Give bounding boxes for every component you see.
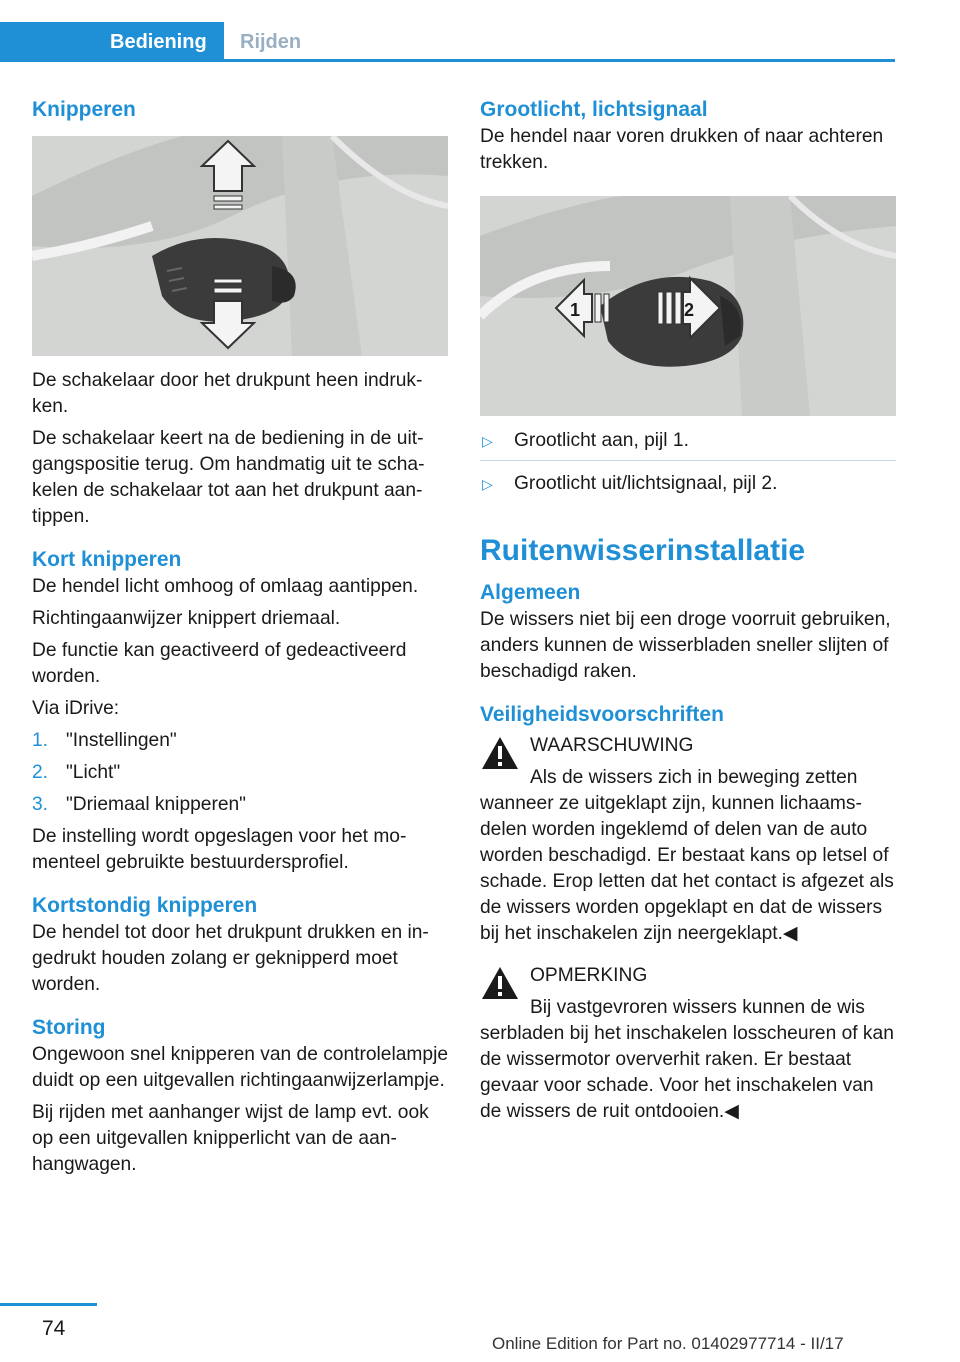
warning-title: WAARSCHUWING xyxy=(530,735,694,756)
warning-block xyxy=(480,733,896,947)
left-column xyxy=(32,96,448,1184)
heading-knipperen: Knipperen xyxy=(32,98,136,121)
warning-triangle-icon xyxy=(480,965,520,1001)
list-item: ▷ Grootlicht uit/lichtsignaal, pijl 2. xyxy=(480,471,896,497)
arrow-label-1: 1 xyxy=(570,300,581,320)
tab-rijden[interactable]: Rijden xyxy=(240,31,302,53)
triangle-bullet-icon: ▷ xyxy=(482,433,493,449)
idrive-steps xyxy=(32,728,448,818)
grootlicht-text-1: De hendel naar voren drukken of naar achteren trekken. xyxy=(480,126,884,173)
warning-text: wanneer ze uitgeklapt zijn, kunnen lichaamsdelen worden ingeklemd of delen van de auto worden beschadigd. Er bestaat kans op letsel of schade. Erop letten dat het contact is afgezet als de wissers worden opgeklapt en dat de wissers bij het inschakelen zijn neergeklapt.◀ xyxy=(480,793,894,944)
chapter-tabbar xyxy=(0,0,895,62)
kort-text-2: Richtingaanwijzer knippert driemaal. xyxy=(32,608,341,629)
kort-text-5: De instelling wordt opgeslagen voor het momenteel gebruikte bestuurdersprofiel. xyxy=(32,826,407,873)
warning-first-line: Als de wissers zich in beweging zetten xyxy=(530,767,858,788)
figure-turn-signal-lever xyxy=(32,136,448,356)
tab-bediening[interactable]: Bediening xyxy=(0,22,224,62)
note-block xyxy=(480,963,896,1125)
heading-kort-knipperen: Kort knipperen xyxy=(32,548,182,571)
page-number: 74 xyxy=(42,1317,66,1340)
knipperen-text-2: De schakelaar keert na de bediening in de uitgangspositie terug. Om handmatig uit te schakelen de schakelaar tot aan het drukpunt aantippen. xyxy=(32,428,425,527)
list-item: 1. "Instellingen" xyxy=(32,730,177,751)
kortstondig-text-1: De hendel tot door het drukpunt drukken en ingedrukt houden zolang er geknipperd moet worden. xyxy=(32,922,429,995)
edition-note: Online Edition for Part no. 01402977714 - II/17 xyxy=(492,1334,844,1353)
note-text: serbladen bij het inschakelen losscheuren of kan de wissermotor oververhit raken. Er bestaat gevaar voor schade. Voor het inschakelen van de wissers de ruit ontdooien.◀ xyxy=(480,1023,894,1122)
heading-kortstondig-knipperen: Kortstondig knipperen xyxy=(32,894,258,917)
heading-algemeen: Algemeen xyxy=(480,581,581,604)
knipperen-text-1: De schakelaar door het drukpunt heen indrukken. xyxy=(32,370,423,417)
storing-text-2: Bij rijden met aanhanger wijst de lamp evt. ook op een uitgevallen knipperlicht van de aanhangwagen. xyxy=(32,1102,429,1175)
warning-triangle-icon xyxy=(480,735,520,771)
right-column xyxy=(480,96,896,1131)
note-title: OPMERKING xyxy=(530,965,648,986)
footer-rule xyxy=(0,1303,97,1306)
list-item: 2. "Licht" xyxy=(32,762,121,783)
tabbar-rule xyxy=(0,59,895,62)
storing-text-1: Ongewoon snel knipperen van de controlelampje duidt op een uitgevallen richtingaanwijzerlampje. xyxy=(32,1044,448,1091)
list-item: 3. "Driemaal knipperen" xyxy=(32,794,246,815)
divider xyxy=(480,460,896,461)
list-item: ▷ Grootlicht aan, pijl 1. xyxy=(480,428,896,454)
kort-text-4: Via iDrive: xyxy=(32,698,120,719)
kort-text-3: De functie kan geactiveerd of gedeactiveerd worden. xyxy=(32,640,407,687)
arrow-label-2: 2 xyxy=(684,300,695,320)
heading-grootlicht: Grootlicht, lichtsignaal xyxy=(480,98,708,121)
grootlicht-bullets xyxy=(480,428,896,497)
algemeen-text: De wissers niet bij een droge voorruit gebruiken, anders kunnen de wisserbladen sneller slijten of beschadigd raken. xyxy=(480,609,891,682)
kort-text-1: De hendel licht omhoog of omlaag aantippen. xyxy=(32,576,419,597)
triangle-bullet-icon: ▷ xyxy=(482,476,493,492)
heading-ruitenwisserinstallatie: Ruitenwisserinstallatie xyxy=(480,534,806,567)
figure-high-beam-lever xyxy=(480,196,896,416)
heading-veiligheidsvoorschriften: Veiligheidsvoorschriften xyxy=(480,703,724,726)
note-first-line: Bij vastgevroren wissers kunnen de wis xyxy=(530,997,865,1018)
heading-storing: Storing xyxy=(32,1016,106,1039)
